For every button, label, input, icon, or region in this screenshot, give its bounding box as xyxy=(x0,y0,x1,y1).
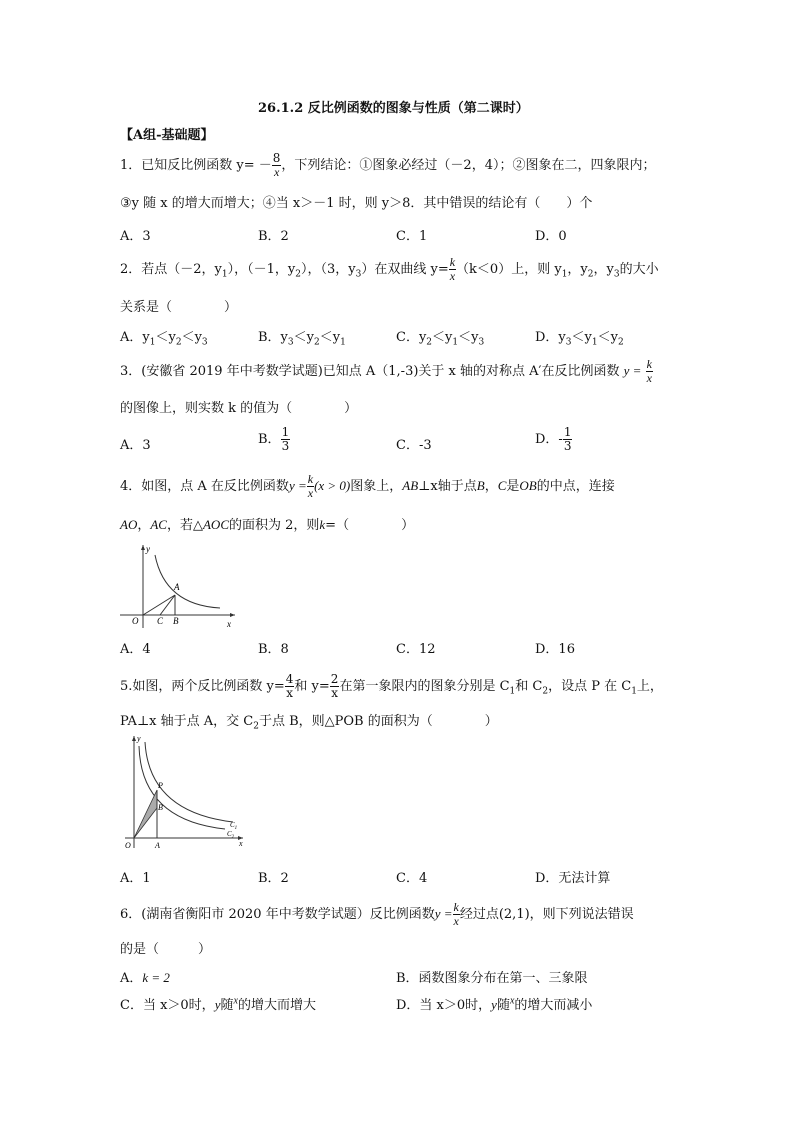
question-5-line-1: 5.如图，两个反比例函数 y= $\frac{4}{x}$ 和 y= $\frac{2}{x}$ 在第一象限内的图象分别是 $C_1$和 $C_2$，设点 P 在 $C_1$上， xyxy=(120,672,663,700)
q5-option-d[interactable]: D．无法计算 xyxy=(535,871,611,886)
question-1-line-1: 1．已知反比例函数 y= － $\frac{8}{x}$ ，下列结论：①图象必经过（－2，4）；②图象在二，四象限内； xyxy=(120,151,656,179)
question-1-line-2: ③y 随 x 的增大而增大；④当 x＞－1 时，则 y＞8．其中错误的结论有（ ）个 xyxy=(120,196,593,211)
question-3-line-1: 3．(安徽省 2019 年中考数学试题)已知点 A（1,-3)关于 x 轴的对称点 A′在反比例函数 y = $\frac{k}{x}$ xyxy=(120,357,652,385)
question-3-line-2: 的图像上，则实数 k 的值为（ ） xyxy=(120,401,358,416)
q4-hyperbola-figure xyxy=(115,540,245,630)
y-label: y xyxy=(146,544,150,554)
q1-option-a[interactable]: A．3 xyxy=(120,229,151,244)
q1-option-d[interactable]: D．0 xyxy=(535,229,567,244)
segment-ac xyxy=(160,595,175,615)
q5-option-b[interactable]: B．2 xyxy=(258,871,289,886)
q5-option-a[interactable]: A．1 xyxy=(120,871,151,886)
q3-option-a[interactable]: A．3 xyxy=(120,438,151,453)
curve-c1-label: $C_1$ xyxy=(230,821,238,831)
q1-option-c[interactable]: C．1 xyxy=(396,229,428,244)
x-label: x xyxy=(227,619,231,629)
fraction-1-over-3: $\frac{1}{3}$ xyxy=(281,425,290,453)
q3-option-d[interactable]: D．- $\frac{1}{3}$ xyxy=(535,425,572,453)
fraction-1-over-3: $\frac{1}{3}$ xyxy=(563,425,572,453)
point-a-label: A xyxy=(155,841,160,850)
point-c-label: C xyxy=(157,616,164,626)
q6-option-c[interactable]: C．当 x＞0时，y随$^x$的增大而增大 xyxy=(120,995,316,1013)
q3-option-b[interactable]: B． $\frac{1}{3}$ xyxy=(258,425,290,453)
q4-option-d[interactable]: D．16 xyxy=(535,642,575,657)
origin-label: O xyxy=(125,841,131,850)
q6-option-d[interactable]: D．当 x＞0时，y随$^x$的增大而减小 xyxy=(396,995,593,1013)
q5-option-c[interactable]: C．4 xyxy=(396,871,428,886)
q6-option-b[interactable]: B．函数图象分布在第一、三象限 xyxy=(396,971,588,986)
point-b-label: B xyxy=(173,616,179,626)
fraction-4-over-x: $\frac{4}{x}$ xyxy=(285,672,294,700)
page-title: 26.1.2 反比例函数的图象与性质（第二课时） xyxy=(258,101,529,116)
question-6-line-2: 的是（ ） xyxy=(120,942,212,957)
triangle-pob xyxy=(134,790,157,838)
fraction-2-over-x: $\frac{2}{x}$ xyxy=(330,672,339,700)
question-2-line-2: 关系是（ ） xyxy=(120,300,238,315)
question-5-line-2: PA⊥x 轴于点 A，交 $C_2$于点 B，则△POB 的面积为（ ） xyxy=(120,714,498,732)
point-a-label: A xyxy=(174,582,180,592)
section-heading: 【A组-基础题】 xyxy=(120,128,214,143)
q2-option-b[interactable]: B．$y_3<y_2<y_1$ xyxy=(258,330,346,348)
q2-option-d[interactable]: D．$y_3<y_1<y_2$ xyxy=(535,330,624,348)
q3-option-c[interactable]: C．-3 xyxy=(396,438,432,453)
fraction-k-over-x: $\frac{k}{x}$ xyxy=(453,900,459,928)
q2-option-c[interactable]: C．$y_2<y_1<y_3$ xyxy=(396,330,485,348)
segment-ao xyxy=(143,595,175,615)
q4-option-b[interactable]: B．8 xyxy=(258,642,289,657)
origin-label: O xyxy=(132,616,139,626)
y-label: y xyxy=(137,734,141,743)
question-4-line-1: 4．如图，点 A 在反比例函数y = $\frac{k}{x}$ (x > 0)图象上，AB⊥x轴于点B，C是OB的中点，连接 xyxy=(120,472,615,500)
q5-two-hyperbolas-figure xyxy=(115,732,250,852)
q4-option-a[interactable]: A．4 xyxy=(120,642,151,657)
point-b-label: B xyxy=(158,803,163,812)
question-2-line-1: 2．若点（－2，$y_1$），（－1，$y_2$），（3，$y_3$）在双曲线 y= $\frac{k}{x}$ （k＜0）上，则 $y_1$，$y_2$，$y_3$的大小 xyxy=(120,255,659,283)
q6-option-a[interactable]: A．k = 2 xyxy=(120,970,170,986)
point-p-label: P xyxy=(158,781,163,790)
fraction-k-over-x: $\frac{k}{x}$ xyxy=(449,255,456,283)
curve-c2-label: $C_2$ xyxy=(227,830,235,840)
question-4-line-2: AO，AC，若△AOC的面积为 2，则k=（ ） xyxy=(120,517,415,533)
q4-option-c[interactable]: C．12 xyxy=(396,642,436,657)
question-6-line-1: 6．(湖南省衡阳市 2020 年中考数学试题）反比例函数y = $\frac{k}{x}$ 经过点(2,1)，则下列说法错误 xyxy=(120,900,634,928)
q2-option-a[interactable]: A．$y_1<y_2<y_3$ xyxy=(120,330,208,348)
fraction-k-over-x: $\frac{k}{x}$ xyxy=(307,472,314,500)
x-label: x xyxy=(239,839,243,848)
hyperbola-curve xyxy=(155,555,220,608)
fraction-k-over-x: $\frac{k}{x}$ xyxy=(646,357,652,385)
fraction-8-over-x: $\frac{8}{x}$ xyxy=(272,151,281,179)
q1-option-b[interactable]: B．2 xyxy=(258,229,289,244)
curve-c2 xyxy=(139,746,225,829)
